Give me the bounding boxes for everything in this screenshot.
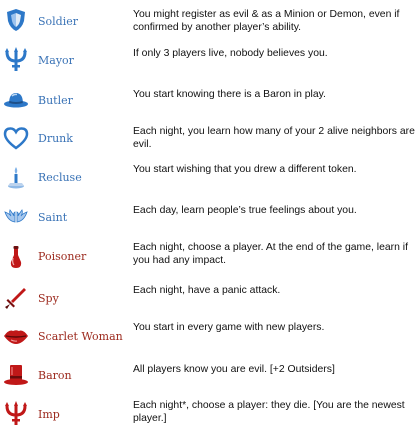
character-name: Recluse <box>38 171 82 184</box>
character-name: Poisoner <box>38 250 87 263</box>
character-ability: Each night, you learn how many of your 2 alive neighbors are evil. <box>133 126 415 150</box>
character-name: Butler <box>38 94 73 107</box>
character-ability: Each night*, choose a player: they die. [You are the newest player.] <box>133 400 405 424</box>
wings-icon <box>2 204 30 232</box>
trident-icon <box>2 46 30 74</box>
shield-icon <box>2 6 30 34</box>
character-name: Spy <box>38 292 59 305</box>
lips-icon <box>2 322 30 350</box>
character-ability: If only 3 players live, nobody believes you. <box>133 48 328 59</box>
character-row <box>0 240 418 280</box>
trident-icon <box>2 400 30 428</box>
character-ability: Each night, have a panic attack. <box>133 285 281 296</box>
character-name: Soldier <box>38 15 79 28</box>
character-name: Saint <box>38 211 68 224</box>
character-name: Scarlet Woman <box>38 330 123 343</box>
bowler-hat-icon <box>2 86 30 114</box>
character-row <box>0 42 418 82</box>
candle-icon <box>2 164 30 192</box>
vial-icon <box>2 244 30 272</box>
character-ability: Each night, choose a player. At the end of the game, learn if you had any impact. <box>133 242 408 266</box>
character-ability: You start knowing there is a Baron in play. <box>133 89 326 100</box>
character-name: Drunk <box>38 132 73 145</box>
dagger-icon <box>2 284 30 312</box>
top-hat-icon <box>2 362 30 390</box>
character-row <box>0 280 418 320</box>
character-ability: You start wishing that you drew a different token. <box>133 164 357 175</box>
character-row <box>0 396 418 436</box>
character-ability: All players know you are evil. [+2 Outsiders] <box>133 364 335 375</box>
character-row <box>0 120 418 160</box>
character-ability: You might register as evil & as a Minion or Demon, even if confirmed by another player’s ability. <box>133 9 400 33</box>
character-name: Imp <box>38 408 60 421</box>
heart-icon <box>2 124 30 152</box>
character-ability: Each day, learn people’s true feelings about you. <box>133 205 357 216</box>
character-row <box>0 318 418 358</box>
character-row <box>0 82 418 122</box>
character-row <box>0 358 418 398</box>
character-row <box>0 160 418 200</box>
character-row <box>0 200 418 240</box>
character-row <box>0 2 418 42</box>
character-name: Mayor <box>38 54 74 67</box>
character-ability: You start in every game with new players. <box>133 322 325 333</box>
character-name: Baron <box>38 369 72 382</box>
